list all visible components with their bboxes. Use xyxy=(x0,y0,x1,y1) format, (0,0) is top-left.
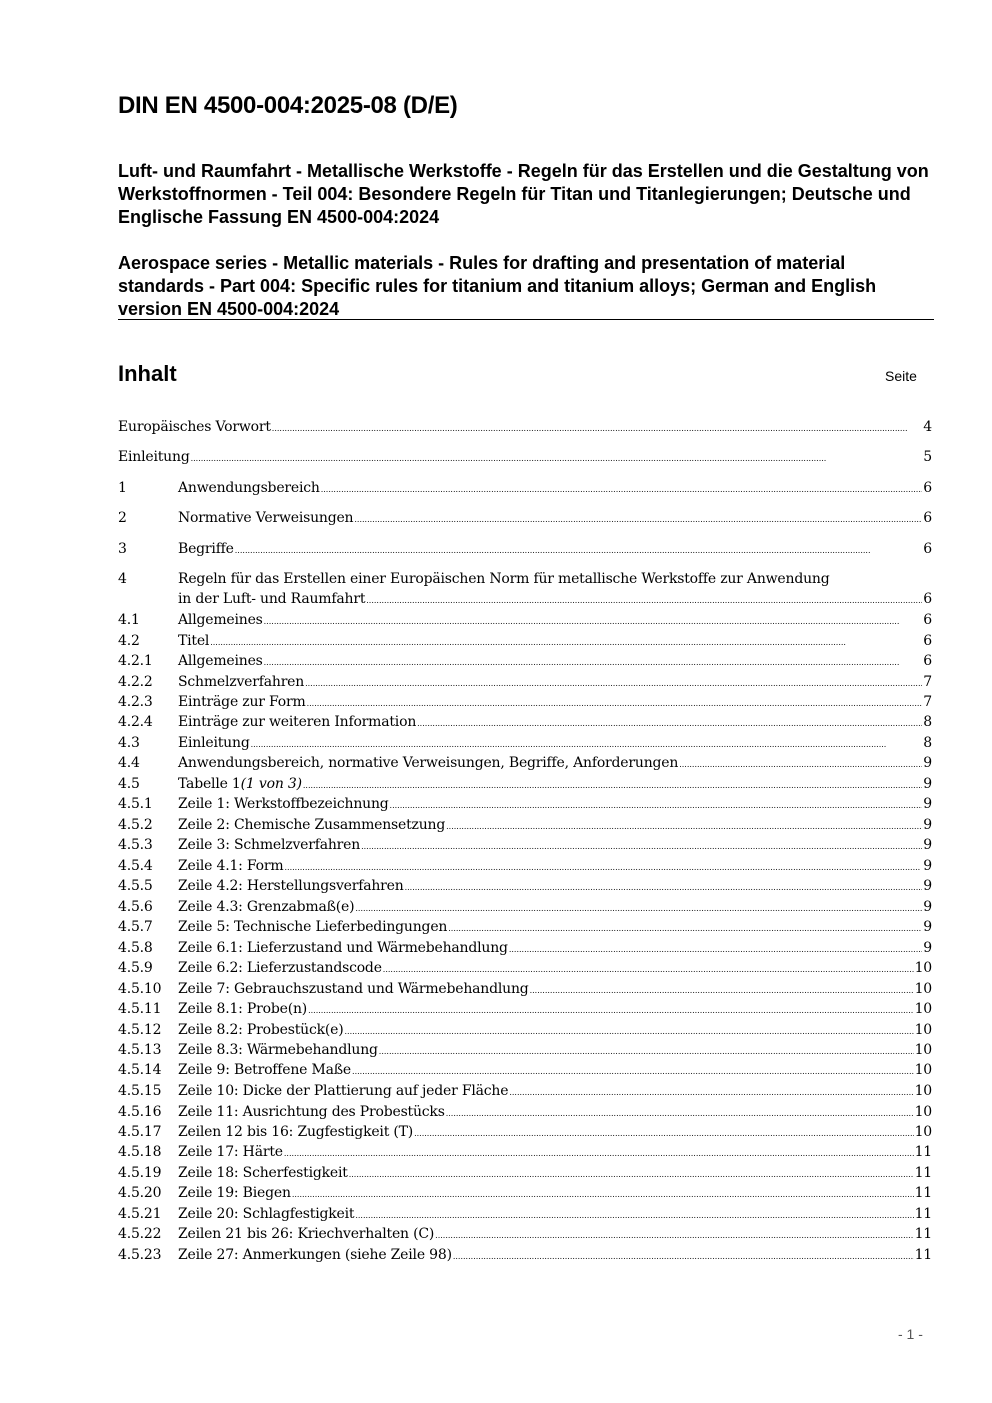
toc-entry-title: Zeilen 12 bis 16: Zugfestigkeit (T) xyxy=(178,1124,414,1140)
toc-leader-dots xyxy=(379,1040,914,1062)
toc-entry-title: Tabelle 1 xyxy=(178,776,241,792)
toc-entry-page: 9 xyxy=(923,919,932,935)
toc-entry-title: Zeile 3: Schmelzverfahren xyxy=(178,837,361,853)
toc-leader-dots xyxy=(679,753,922,775)
toc-leader-dots xyxy=(414,1122,914,1144)
toc-entry-number: 1 xyxy=(118,480,127,496)
toc-leader-dots xyxy=(305,672,922,694)
toc-entry-page: 8 xyxy=(923,714,932,730)
toc-entry-title: Allgemeines xyxy=(178,653,263,669)
toc-entry[interactable] xyxy=(118,979,932,1001)
toc-entry[interactable] xyxy=(118,447,932,469)
toc-entry-page: 11 xyxy=(914,1206,932,1222)
toc-leader-dots xyxy=(349,1163,914,1185)
toc-entry-page: 6 xyxy=(923,653,932,669)
toc-entry[interactable] xyxy=(118,539,932,561)
toc-entry-number: 4.5.8 xyxy=(118,940,153,956)
toc-entry-number: 4.2 xyxy=(118,633,140,649)
toc-entry-number: 4.5.5 xyxy=(118,878,153,894)
toc-entry[interactable] xyxy=(118,753,932,775)
toc-entry-number: 4.5.17 xyxy=(118,1124,162,1140)
toc-entry-title: Zeile 11: Ausrichtung des Probestücks xyxy=(178,1104,445,1120)
toc-entry[interactable] xyxy=(118,672,932,694)
toc-entry[interactable] xyxy=(118,1040,932,1062)
toc-entry[interactable] xyxy=(118,508,932,530)
toc-leader-dots xyxy=(292,1183,914,1205)
toc-entry-page: 6 xyxy=(923,510,932,526)
toc-entry[interactable] xyxy=(118,1224,932,1246)
toc-entry-page: 7 xyxy=(923,674,932,690)
toc-entry-page: 6 xyxy=(923,591,932,607)
toc-entry-page: 9 xyxy=(923,837,932,853)
toc-leader-dots xyxy=(453,1245,914,1267)
toc-entry-page: 10 xyxy=(914,1083,932,1099)
toc-entry-title: Zeile 2: Chemische Zusammensetzung xyxy=(178,817,446,833)
toc-entry-number: 4.5.16 xyxy=(118,1104,162,1120)
toc-leader-dots xyxy=(354,508,922,530)
toc-entry[interactable] xyxy=(118,1245,932,1267)
toc-entry-title: Zeile 8.3: Wärmebehandlung xyxy=(178,1042,378,1058)
toc-leader-dots xyxy=(366,589,922,611)
toc-entry-number: 4.5.4 xyxy=(118,858,153,874)
toc-entry[interactable] xyxy=(118,897,932,919)
toc-entry-number: 4.5.10 xyxy=(118,981,162,997)
toc-entry-page: 9 xyxy=(923,899,932,915)
toc-entry-title: Anwendungsbereich, normative Verweisungen, Begriffe, Anforderungen xyxy=(178,755,679,771)
toc-entry[interactable] xyxy=(118,1204,932,1226)
toc-leader-dots xyxy=(361,835,922,857)
toc-entry-page: 10 xyxy=(914,1104,932,1120)
toc-entry-page: 11 xyxy=(914,1185,932,1201)
toc-leader-dots xyxy=(284,1142,914,1164)
toc-entry[interactable] xyxy=(118,631,932,653)
toc-leader-dots xyxy=(446,1102,914,1124)
toc-entry-page: 9 xyxy=(923,776,932,792)
toc-entry-page: 4 xyxy=(923,419,932,435)
toc-entry[interactable] xyxy=(118,651,932,673)
toc-entry-title: Europäisches Vorwort xyxy=(118,419,271,435)
toc-entry[interactable] xyxy=(118,958,932,980)
toc-entry-title: Einträge zur Form xyxy=(178,694,306,710)
toc-leader-dots xyxy=(530,979,914,1001)
toc-entry-title: Zeile 1: Werkstoffbezeichnung xyxy=(178,796,389,812)
toc-entry-title: Zeilen 21 bis 26: Kriechverhalten (C) xyxy=(178,1226,435,1242)
toc-leader-dots xyxy=(352,1060,914,1082)
toc-leader-dots xyxy=(284,856,922,878)
toc-entry-title-italic: (1 von 3) xyxy=(240,776,302,792)
toc-entry-title: Zeile 9: Betroffene Maße xyxy=(178,1062,352,1078)
toc-entry-page: 7 xyxy=(923,694,932,710)
toc-leader-dots xyxy=(264,610,923,632)
toc-entry-number: 4.5.11 xyxy=(118,1001,162,1017)
toc-leader-dots xyxy=(344,1020,913,1042)
toc-entry-page: 10 xyxy=(914,960,932,976)
toc-entry[interactable] xyxy=(118,794,932,816)
toc-entry[interactable] xyxy=(118,692,932,714)
toc-leader-dots xyxy=(321,478,923,500)
toc-entry-title: Begriffe xyxy=(178,541,234,557)
toc-entry[interactable] xyxy=(118,856,932,878)
toc-entry-number: 4.5.18 xyxy=(118,1144,162,1160)
toc-entry-title: Regeln für das Erstellen einer Europäischen Norm für metallische Werkstoffe zur Anwendung xyxy=(178,571,830,587)
toc-entry-page: 10 xyxy=(914,1022,932,1038)
toc-entry-title: Allgemeines xyxy=(178,612,263,628)
toc-entry-page: 6 xyxy=(923,612,932,628)
toc-entry-number: 4 xyxy=(118,571,127,587)
toc-entry-number: 2 xyxy=(118,510,127,526)
toc-entry-title: Normative Verweisungen xyxy=(178,510,354,526)
toc-entry-page: 6 xyxy=(923,541,932,557)
toc-entry[interactable] xyxy=(118,417,932,439)
toc-entry[interactable] xyxy=(118,835,932,857)
toc-entry[interactable] xyxy=(118,1081,932,1103)
toc-entry-title: Zeile 4.1: Form xyxy=(178,858,284,874)
toc-entry-title: Zeile 10: Dicke der Plattierung auf jeder Fläche xyxy=(178,1083,509,1099)
toc-entry-title: Zeile 17: Härte xyxy=(178,1144,283,1160)
toc-entry-page: 10 xyxy=(914,1042,932,1058)
toc-entry-title: Zeile 18: Scherfestigkeit xyxy=(178,1165,348,1181)
toc-entry[interactable] xyxy=(118,610,932,632)
title-german: Luft- und Raumfahrt - Metallische Werkstoffe - Regeln für das Erstellen und die Gestaltung von Werkstoffnormen - Teil 004: Besondere Regeln für Titan und Titanlegierungen; Deutsche und Englische Fassung EN 4500-004:2024 xyxy=(118,161,929,227)
toc-entry-title: Zeile 4.2: Herstellungsverfahren xyxy=(178,878,404,894)
toc-entry-number: 4.2.2 xyxy=(118,674,153,690)
toc-entry-page: 10 xyxy=(914,1001,932,1017)
toc-entry-page: 9 xyxy=(923,940,932,956)
toc-entry-page: 9 xyxy=(923,755,932,771)
toc-entry-page: 11 xyxy=(914,1247,932,1263)
toc-entry[interactable] xyxy=(118,712,932,734)
toc-entry-title: Zeile 7: Gebrauchszustand und Wärmebehandlung xyxy=(178,981,529,997)
toc-leader-dots xyxy=(355,1204,913,1226)
toc-entry-number: 4.5.13 xyxy=(118,1042,162,1058)
toc-leader-dots xyxy=(308,999,914,1021)
toc-entry[interactable] xyxy=(118,1060,932,1082)
toc-entry-number: 4.2.1 xyxy=(118,653,153,669)
toc-entry-title: Schmelzverfahren xyxy=(178,674,305,690)
title-english: Aerospace series - Metallic materials - Rules for drafting and presentation of material standards - Part 004: Specific rules for titanium and titanium alloys; German and English version EN 4500-004:2024 xyxy=(118,253,877,319)
toc-entry[interactable] xyxy=(118,478,932,500)
toc-entry-number: 4.1 xyxy=(118,612,140,628)
toc-entry-title: Einträge zur weiteren Information xyxy=(178,714,417,730)
toc-entry-page: 6 xyxy=(923,633,932,649)
toc-entry-page: 10 xyxy=(914,1062,932,1078)
toc-entry-number: 4.5.9 xyxy=(118,960,153,976)
toc-entry[interactable] xyxy=(118,1020,932,1042)
toc-entry-title-continued: in der Luft- und Raumfahrt xyxy=(178,591,366,607)
toc-heading: Inhalt xyxy=(118,361,177,386)
toc-entry-title: Einleitung xyxy=(178,735,250,751)
toc-entry[interactable] xyxy=(118,1122,932,1144)
toc-leader-dots xyxy=(235,539,923,561)
toc-entry-title: Zeile 8.2: Probestück(e) xyxy=(178,1022,344,1038)
toc-entry-page: 11 xyxy=(914,1144,932,1160)
toc-entry[interactable] xyxy=(118,917,932,939)
toc-entry-number: 4.5 xyxy=(118,776,140,792)
toc-leader-dots xyxy=(355,897,922,919)
toc-leader-dots xyxy=(191,447,923,469)
toc-entry-number: 4.2.4 xyxy=(118,714,153,730)
toc-entry-number: 4.5.21 xyxy=(118,1206,162,1222)
toc-entry-number: 4.5.1 xyxy=(118,796,153,812)
toc-entry-number: 4.5.22 xyxy=(118,1226,162,1242)
title-divider xyxy=(118,319,934,320)
toc-leader-dots xyxy=(435,1224,913,1246)
toc-entry-number: 4.5.19 xyxy=(118,1165,162,1181)
toc-leader-dots xyxy=(303,774,922,796)
toc-entry-number: 4.5.2 xyxy=(118,817,153,833)
toc-entry[interactable] xyxy=(118,999,932,1021)
toc-leader-dots xyxy=(307,692,923,714)
toc-entry-title: Zeile 5: Technische Lieferbedingungen xyxy=(178,919,448,935)
toc-entry[interactable] xyxy=(118,876,932,898)
toc-entry[interactable] xyxy=(118,774,932,796)
toc-entry-title: Einleitung xyxy=(118,449,190,465)
document-number: DIN EN 4500-004:2025-08 (D/E) xyxy=(118,92,458,119)
toc-entry-page: 9 xyxy=(923,796,932,812)
toc-leader-dots xyxy=(509,938,922,960)
toc-entry-title: Anwendungsbereich xyxy=(178,480,320,496)
toc-entry-title: Zeile 4.3: Grenzabmaß(e) xyxy=(178,899,355,915)
toc-entry-page: 9 xyxy=(923,858,932,874)
toc-entry-title: Zeile 6.2: Lieferzustandscode xyxy=(178,960,382,976)
toc-entry[interactable] xyxy=(118,815,932,837)
toc-leader-dots xyxy=(446,815,922,837)
toc-entry-page: 11 xyxy=(914,1226,932,1242)
toc-entry[interactable] xyxy=(118,1102,932,1124)
toc-entry[interactable] xyxy=(118,1142,932,1164)
toc-entry-number: 4.2.3 xyxy=(118,694,153,710)
toc-entry-page: 8 xyxy=(923,735,932,751)
toc-entry-number: 4.5.20 xyxy=(118,1185,162,1201)
toc-entry-number: 4.5.7 xyxy=(118,919,153,935)
toc-entry-title: Zeile 27: Anmerkungen (siehe Zeile 98) xyxy=(178,1247,452,1263)
toc-entry[interactable] xyxy=(118,1163,932,1185)
toc-entry-page: 10 xyxy=(914,1124,932,1140)
toc-entry-number: 4.5.14 xyxy=(118,1062,162,1078)
toc-entry-page: 10 xyxy=(914,981,932,997)
toc-entry-title: Zeile 8.1: Probe(n) xyxy=(178,1001,308,1017)
toc-leader-dots xyxy=(417,712,922,734)
toc-entry-page: 6 xyxy=(923,480,932,496)
toc-leader-dots xyxy=(448,917,922,939)
page-number: - 1 - xyxy=(898,1326,923,1342)
toc-entry-number: 4.5.15 xyxy=(118,1083,162,1099)
toc-entry-page: 9 xyxy=(923,878,932,894)
toc-entry-title: Zeile 6.1: Lieferzustand und Wärmebehandlung xyxy=(178,940,508,956)
toc-leader-dots xyxy=(509,1081,913,1103)
toc-entry-title: Titel xyxy=(178,633,210,649)
toc-leader-dots xyxy=(251,733,923,755)
toc-leader-dots xyxy=(383,958,914,980)
toc-entry[interactable] xyxy=(118,938,932,960)
toc-entry[interactable] xyxy=(118,1183,932,1205)
toc-entry-number: 4.5.3 xyxy=(118,837,153,853)
toc-entry-number: 4.3 xyxy=(118,735,140,751)
toc-entry-page: 9 xyxy=(923,817,932,833)
toc-entry-page: 5 xyxy=(923,449,932,465)
toc-leader-dots xyxy=(390,794,923,816)
toc-entry-number: 4.5.23 xyxy=(118,1247,162,1263)
toc-entry[interactable] xyxy=(118,569,932,609)
toc-leader-dots xyxy=(264,651,923,673)
toc-entry-page: 11 xyxy=(914,1165,932,1181)
toc-leader-dots xyxy=(210,631,922,653)
toc-leader-dots xyxy=(405,876,923,898)
toc-entry[interactable] xyxy=(118,733,932,755)
toc-entry-number: 3 xyxy=(118,541,127,557)
toc-leader-dots xyxy=(272,417,922,439)
toc-entry-number: 4.5.6 xyxy=(118,899,153,915)
toc-entry-title: Zeile 19: Biegen xyxy=(178,1185,291,1201)
toc-page-label: Seite xyxy=(885,368,917,384)
toc-entry-number: 4.4 xyxy=(118,755,140,771)
toc-entry-title: Zeile 20: Schlagfestigkeit xyxy=(178,1206,355,1222)
toc-entry-number: 4.5.12 xyxy=(118,1022,162,1038)
